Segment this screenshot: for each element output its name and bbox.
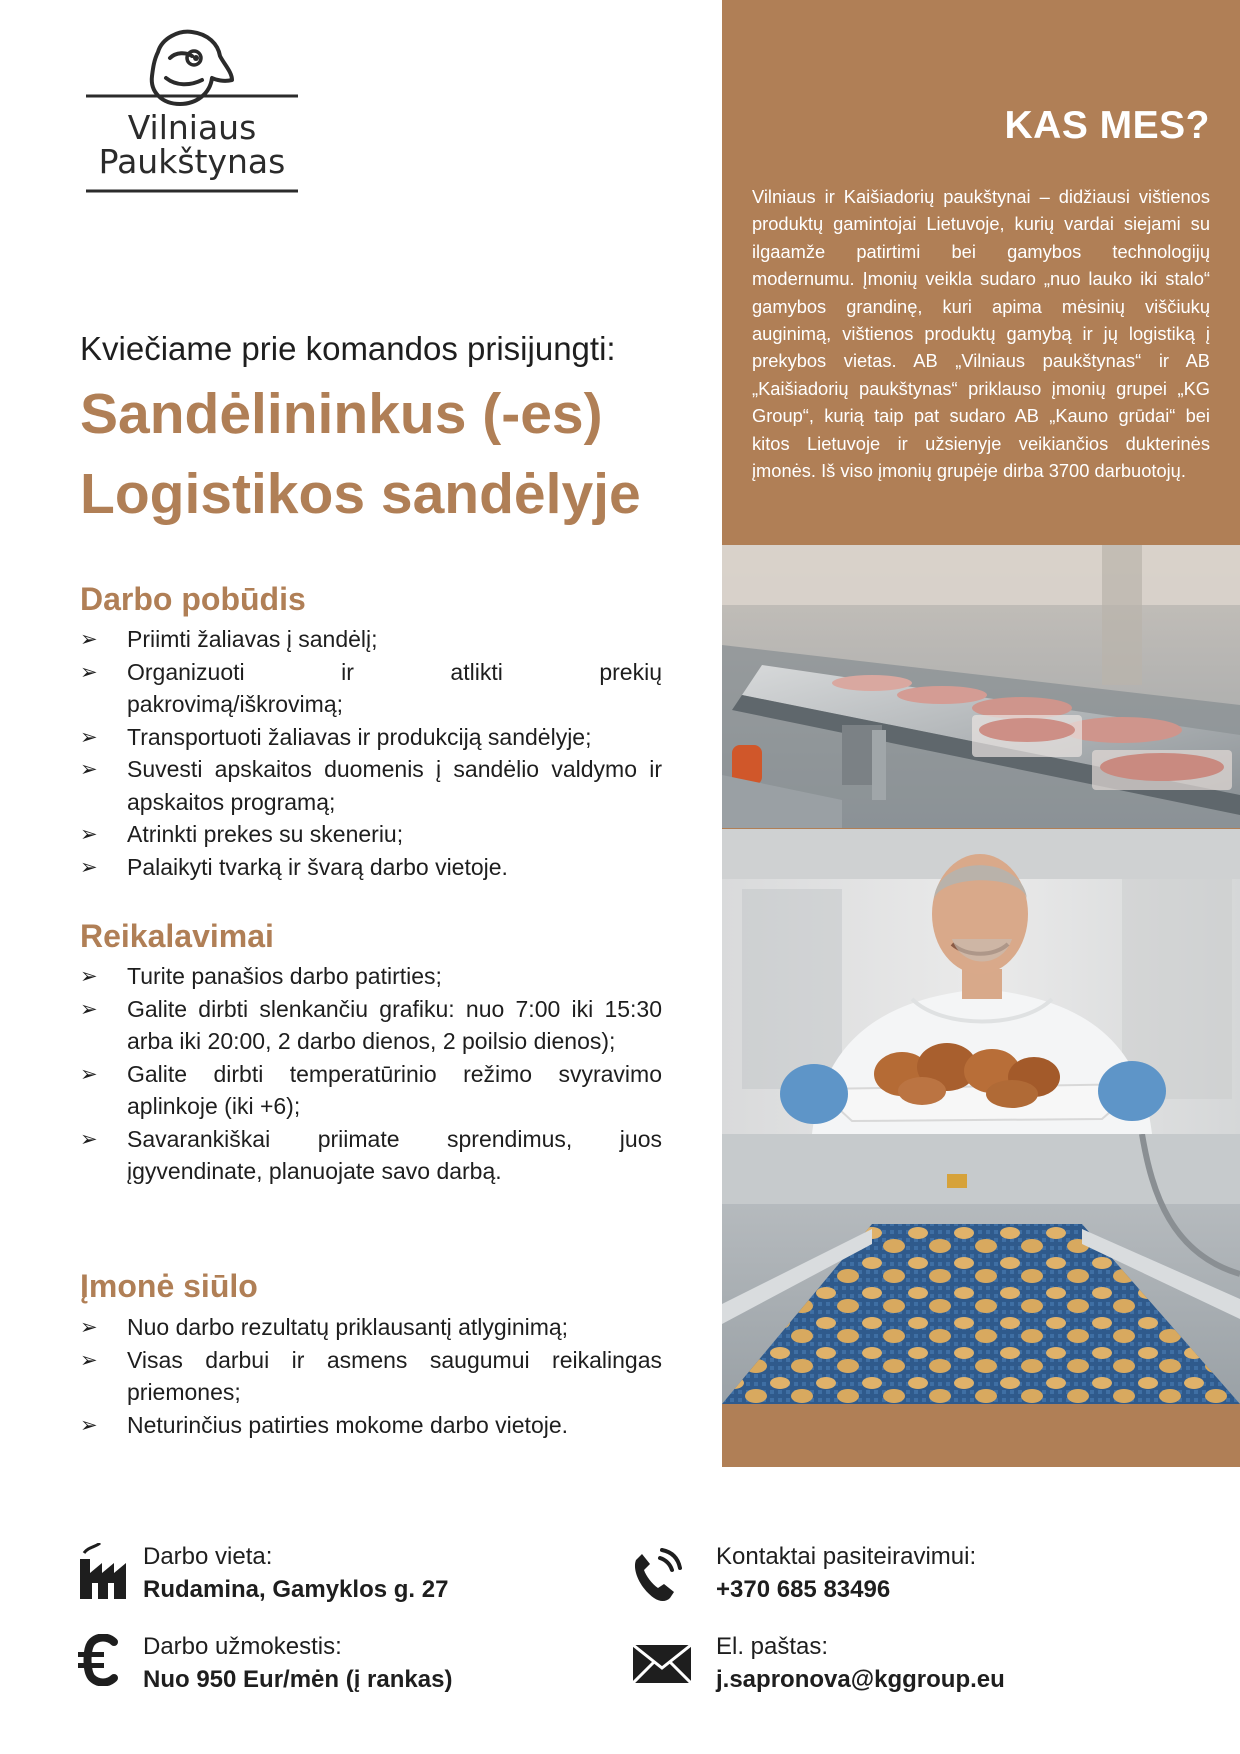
contacts-label: Kontaktai pasiteiravimui: xyxy=(716,1543,977,1570)
envelope-icon xyxy=(632,1644,692,1684)
logo-text-vilniaus: Vilniaus xyxy=(127,108,257,147)
bullet-arrow-icon: ➢ xyxy=(80,964,98,988)
list-item: ➢ Suvesti apskaitos duomenis į sandėlio valdymo ir apskaitos programą; xyxy=(80,753,662,818)
requirements-list xyxy=(80,960,662,1188)
contacts-phone[interactable]: +370 685 83496 xyxy=(716,1576,891,1603)
factory-icon xyxy=(78,1543,128,1599)
list-item: ➢ Organizuoti ir atlikti prekių xyxy=(80,656,662,689)
bullet-arrow-icon: ➢ xyxy=(80,1126,98,1151)
list-item: ➢ Transportuoti žaliavas ir produkciją sandėlyje; xyxy=(80,721,662,754)
job-title-line2: Logistikos sandėlyje xyxy=(80,462,641,526)
list-item: ➢ Galite dirbti slenkančiu grafiku: nuo 7:00 iki 15:30 arba iki 20:00, 2 darbo dienos, 2 poilsio dienos); xyxy=(80,993,662,1058)
list-item: įgyvendinate, planuojate savo darbą. xyxy=(127,1158,502,1184)
salary-value: Nuo 950 Eur/mėn (į rankas) xyxy=(143,1666,453,1693)
duties-heading: Darbo pobūdis xyxy=(80,581,306,617)
bullet-arrow-icon: ➢ xyxy=(80,1315,98,1339)
job-title-line1: Sandėlininkus (-es) xyxy=(80,382,603,446)
list-item: ➢ Palaikyti tvarką ir švarą darbo vietoje. xyxy=(80,851,662,884)
list-item: ➢ Nuo darbo rezultatų priklausantį atlyginimą; xyxy=(80,1311,662,1344)
list-item: ➢ Atrinkti prekes su skeneriu; xyxy=(80,818,662,851)
workplace-value: Rudamina, Gamyklos g. 27 xyxy=(143,1576,449,1603)
euro-icon xyxy=(78,1634,120,1686)
list-item: pakrovimą/iškrovimą; xyxy=(127,691,343,717)
salary-label: Darbo užmokestis: xyxy=(143,1633,342,1660)
list-item: ➢ Galite dirbti temperatūrinio režimo svyravimo aplinkoje (iki +6); xyxy=(80,1058,662,1123)
about-heading: KAS MES? xyxy=(1004,104,1210,147)
bullet-arrow-icon: ➢ xyxy=(80,996,98,1021)
bullet-arrow-icon: ➢ xyxy=(80,854,98,879)
bullet-arrow-icon: ➢ xyxy=(80,1061,98,1086)
intro-text: Kviečiame prie komandos prisijungti: xyxy=(80,330,616,367)
bullet-arrow-icon: ➢ xyxy=(80,724,98,749)
list-item: ➢ Savarankiškai priimate sprendimus, juos xyxy=(80,1123,662,1156)
email-value[interactable]: j.sapronova@kggroup.eu xyxy=(716,1666,1005,1693)
list-item: priemones; xyxy=(127,1379,241,1405)
bullet-arrow-icon: ➢ xyxy=(80,627,98,651)
photo-meat-conveyor xyxy=(722,545,1240,828)
list-item: ➢ Visas darbui ir asmens saugumui reikalingas xyxy=(80,1344,662,1377)
list-item: ➢ Turite panašios darbo patirties; xyxy=(80,960,662,993)
logo-text-paukstynas: Paukštynas xyxy=(98,142,286,181)
company-logo xyxy=(84,28,300,196)
about-text: Vilniaus ir Kaišiadorių paukštynai – didžiausi vištienos produktų gamintojai Lietuvoje, kurių vardai siejami su ilgaamže patirtimi bei gamybos technologijų modernumu. Įmonių veikla sudaro „nuo lauko iki stalo“ gamybos grandinę, kuri apima mėsinių viščiukų auginimą, vištienos produktų gamybą ir jų logistiką į prekybos vietas. AB „Vilniaus paukštynas“ ir AB „Kaišiadorių paukštynas“ priklauso įmonių grupei „KG Group“, kurią taip pat sudaro AB „Kauno grūdai“ bei kitos Lietuvoje ir užsienyje veikiančios dukterinės įmonės. Iš viso įmonių grupėje dirba 3700 darbuotojų. xyxy=(752,186,1210,482)
photo-nuggets-conveyor xyxy=(722,1134,1240,1404)
offers-heading: Įmonė siūlo xyxy=(80,1268,258,1304)
email-label: El. paštas: xyxy=(716,1633,829,1660)
phone-icon xyxy=(630,1546,686,1604)
bullet-arrow-icon: ➢ xyxy=(80,757,98,781)
duties-list xyxy=(80,623,662,883)
bullet-arrow-icon: ➢ xyxy=(80,1412,98,1437)
list-item: ➢ Priimti žaliavas į sandėlį; xyxy=(80,623,662,656)
list-item: ➢ Neturinčius patirties mokome darbo vietoje. xyxy=(80,1409,662,1442)
offers-list xyxy=(80,1311,662,1441)
bullet-arrow-icon: ➢ xyxy=(80,1347,98,1372)
bullet-arrow-icon: ➢ xyxy=(80,822,98,846)
photo-worker-chicken-plate xyxy=(722,829,1240,1134)
workplace-label: Darbo vieta: xyxy=(143,1543,273,1570)
bullet-arrow-icon: ➢ xyxy=(80,659,98,684)
requirements-heading: Reikalavimai xyxy=(80,918,274,954)
